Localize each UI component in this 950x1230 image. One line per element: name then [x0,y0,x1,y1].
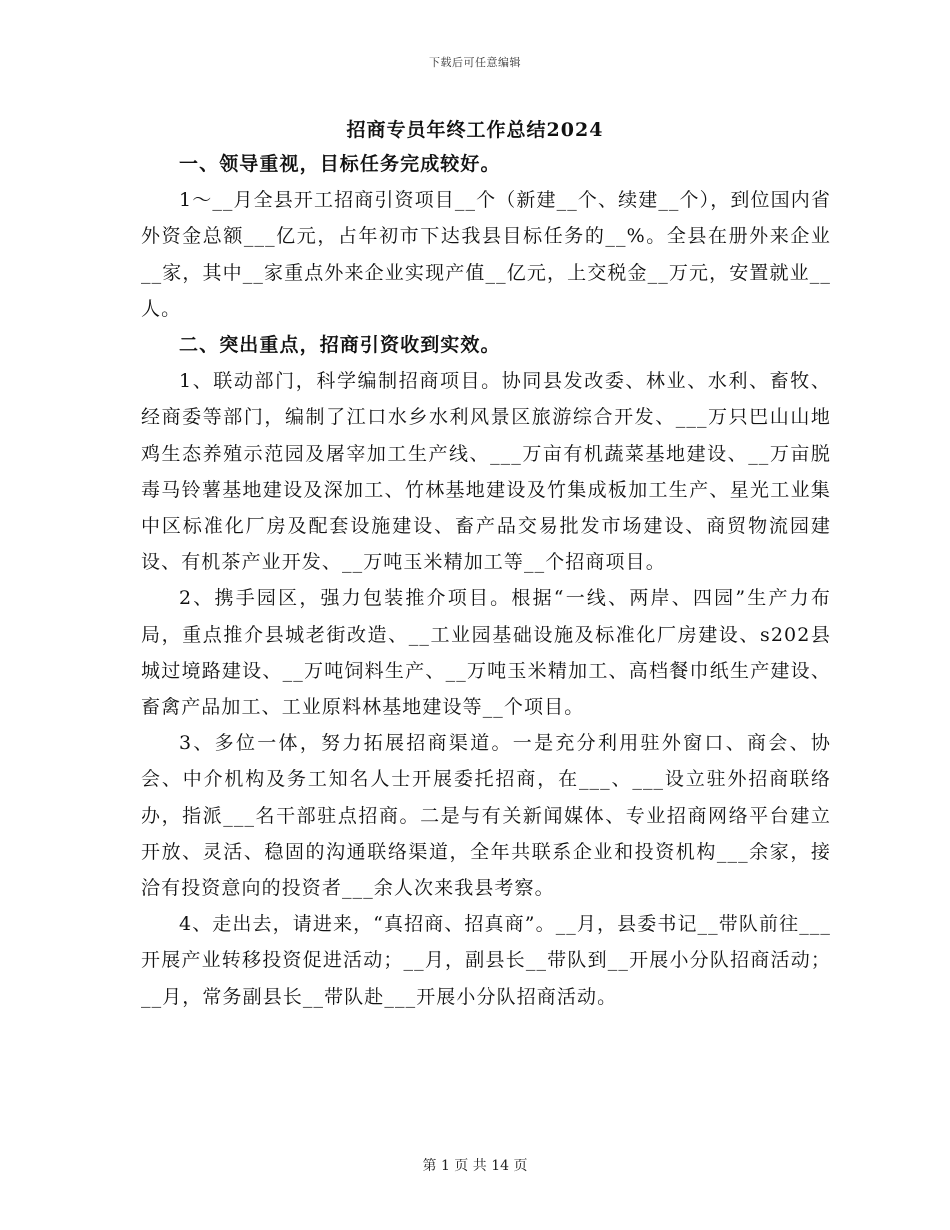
body-paragraph: 1、联动部门，科学编制招商项目。协同县发改委、林业、水利、畜牧、经商委等部门，编制了江口水乡水利风景区旅游综合开发、___万只巴山山地鸡生态养殖示范园及屠宰加工生产线、___万亩有机蔬菜基地建设、__万亩脱毒马铃薯基地建设及深加工、竹林基地建设及竹集成板加工生产、星光工业集中区标准化厂房及配套设施建设、畜产品交易批发市场建设、商贸物流园建设、有机茶产业开发、__万吨玉米精加工等__个招商项目。 [141,370,831,574]
document-title: 招商专员年终工作总结2024 [346,119,604,141]
section-heading: 二、突出重点，招商引资收到实效。 [179,334,501,357]
section-heading: 一、领导重视，目标任务完成较好。 [179,153,501,175]
body-paragraph: 2、携手园区，强力包装推介项目。根据“一线、两岸、四园”生产力布局，重点推介县城老街改造、__工业园基础设施及标准化厂房建设、s202县城过境路建设、__万吨饲料生产、__万吨玉米精加工、高档餐巾纸生产建设、畜禽产品加工、工业原料林基地建设等__个项目。 [141,587,831,719]
body-paragraph: 1～__月全县开工招商引资项目__个（新建__个、续建__个），到位国内省外资金总额___亿元，占年初市下达我县目标任务的__%。全县在册外来企业__家，其中__家重点外来企业实现产值__亿元，上交税金__万元，安置就业__人。 [141,189,831,320]
body-paragraph: 3、多位一体，努力拓展招商渠道。一是充分利用驻外窗口、商会、协会、中介机构及务工知名人士开展委托招商，在___、___设立驻外招商联络办，指派___名干部驻点招商。二是与有关新闻媒体、专业招商网络平台建立开放、灵活、稳固的沟通联络渠道，全年共联系企业和投资机构___余家，接洽有投资意向的投资者___余人次来我县考察。 [141,732,831,900]
document-body [141,146,831,1015]
header-note: 下载后可任意编辑 [429,56,521,69]
page-number: 第 1 页 共 14 页 [422,1158,528,1174]
body-paragraph: 4、走出去，请进来，“真招商、招真商”。__月，县委书记__带队前往___开展产业转移投资促进活动；__月，副县长__带队到__开展小分队招商活动；__月，常务副县长__带队赴___开展小分队招商活动。 [141,913,831,1008]
